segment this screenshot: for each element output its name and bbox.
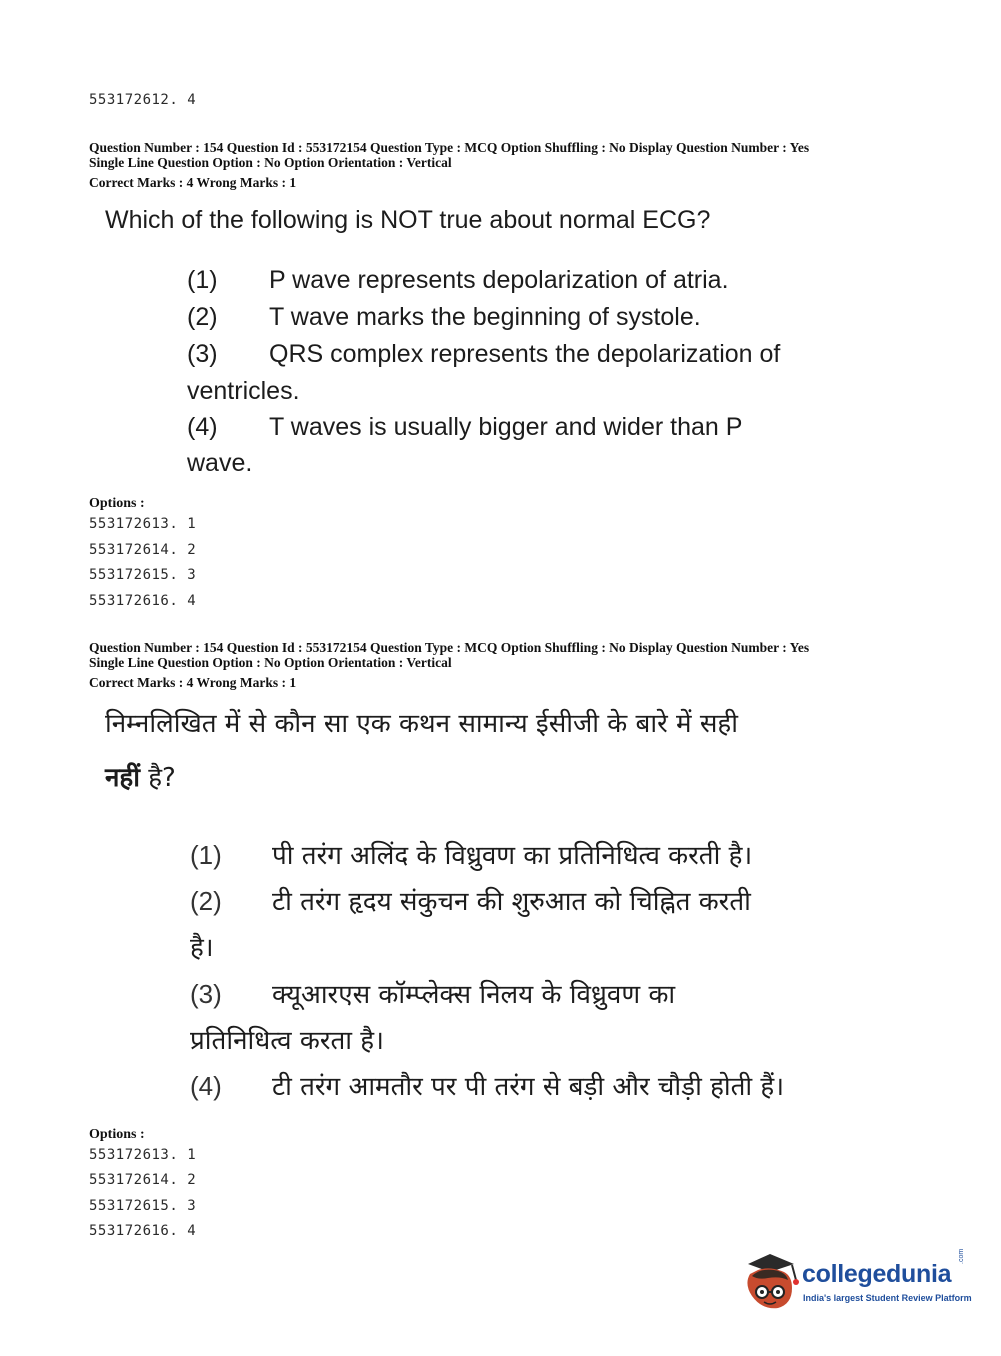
options-label: Options :: [89, 496, 145, 511]
choice-2-continuation: है।: [190, 933, 214, 963]
choice-text: QRS complex represents the depolarization of: [269, 340, 781, 368]
choice-number: (1): [187, 266, 218, 294]
mascot-icon: [740, 1250, 802, 1314]
choice-4-continuation: wave.: [187, 449, 253, 477]
choice-3: [190, 975, 675, 1011]
choice-text: T waves is usually bigger and wider than P: [269, 413, 743, 441]
choice-text: पी तरंग अलिंद के विध्रुवण का प्रतिनिधित्व करती है।: [272, 841, 753, 871]
choice-1: [187, 266, 729, 295]
option-id-3: 553172615. 3: [89, 1198, 197, 1214]
choice-2: [187, 303, 701, 332]
question-meta-line-2: Single Line Question Option : No Option Orientation : Vertical: [89, 155, 452, 170]
choice-text: P wave represents depolarization of atria.: [269, 266, 729, 294]
option-id-4: 553172616. 4: [89, 1223, 197, 1239]
collegedunia-logo: [740, 1250, 970, 1320]
option-id-2: 553172614. 2: [89, 1172, 197, 1188]
question-text-hindi-line-2: [105, 758, 176, 794]
choice-3-continuation: प्रतिनिधित्व करता है।: [190, 1026, 384, 1056]
question-text: Which of the following is NOT true about normal ECG?: [105, 206, 711, 234]
marks-line: Correct Marks : 4 Wrong Marks : 1: [89, 675, 297, 690]
question-meta-line-1: Question Number : 154 Question Id : 553172154 Question Type : MCQ Option Shuffling : No Display Question Number : Yes: [89, 140, 810, 155]
choice-text: टी तरंग आमतौर पर पी तरंग से बड़ी और चौड़ी होती हैं।: [272, 1072, 785, 1102]
choice-3-continuation: ventricles.: [187, 377, 300, 405]
choice-number: (4): [190, 1071, 222, 1101]
choice-number: (4): [187, 413, 218, 441]
choice-number: (1): [190, 840, 222, 870]
choice-number: (3): [190, 979, 222, 1009]
choice-2: [190, 882, 751, 918]
option-id-4: 553172616. 4: [89, 593, 197, 609]
choice-text: टी तरंग हृदय संकुचन की शुरुआत को चिह्नित करती: [272, 887, 751, 917]
question-text-hindi: निम्नलिखित में से कौन सा एक कथन सामान्य ईसीजी के बारे में सही: [105, 709, 738, 739]
choice-3: [187, 340, 780, 369]
emphasis-not: नहीं: [105, 763, 140, 793]
choice-text: क्यूआरएस कॉम्प्लेक्स निलय के विध्रुवण का: [272, 980, 676, 1010]
question-meta-line-2: Single Line Question Option : No Option Orientation : Vertical: [89, 655, 452, 670]
logo-wordmark: collegedunia: [802, 1260, 952, 1288]
logo-tagline: India's largest Student Review Platform: [803, 1293, 972, 1303]
choice-number: (2): [187, 303, 218, 331]
question-meta-line-1: Question Number : 154 Question Id : 553172154 Question Type : MCQ Option Shuffling : No Display Question Number : Yes: [89, 640, 810, 655]
option-id-3: 553172615. 3: [89, 567, 197, 583]
option-id-1: 553172613. 1: [89, 516, 197, 532]
logo-suffix: .com: [958, 1248, 965, 1264]
question-tail: है?: [139, 763, 176, 793]
marks-line: Correct Marks : 4 Wrong Marks : 1: [89, 175, 297, 190]
choice-text: T wave marks the beginning of systole.: [269, 303, 701, 331]
option-id-2: 553172614. 2: [89, 542, 197, 558]
choice-4: [187, 413, 742, 442]
previous-option-line: 553172612. 4: [89, 92, 197, 108]
option-id-1: 553172613. 1: [89, 1147, 197, 1163]
choice-1: [190, 836, 752, 872]
choice-4: [190, 1067, 784, 1103]
options-label: Options :: [89, 1127, 145, 1142]
choice-number: (3): [187, 340, 218, 368]
choice-number: (2): [190, 886, 222, 916]
